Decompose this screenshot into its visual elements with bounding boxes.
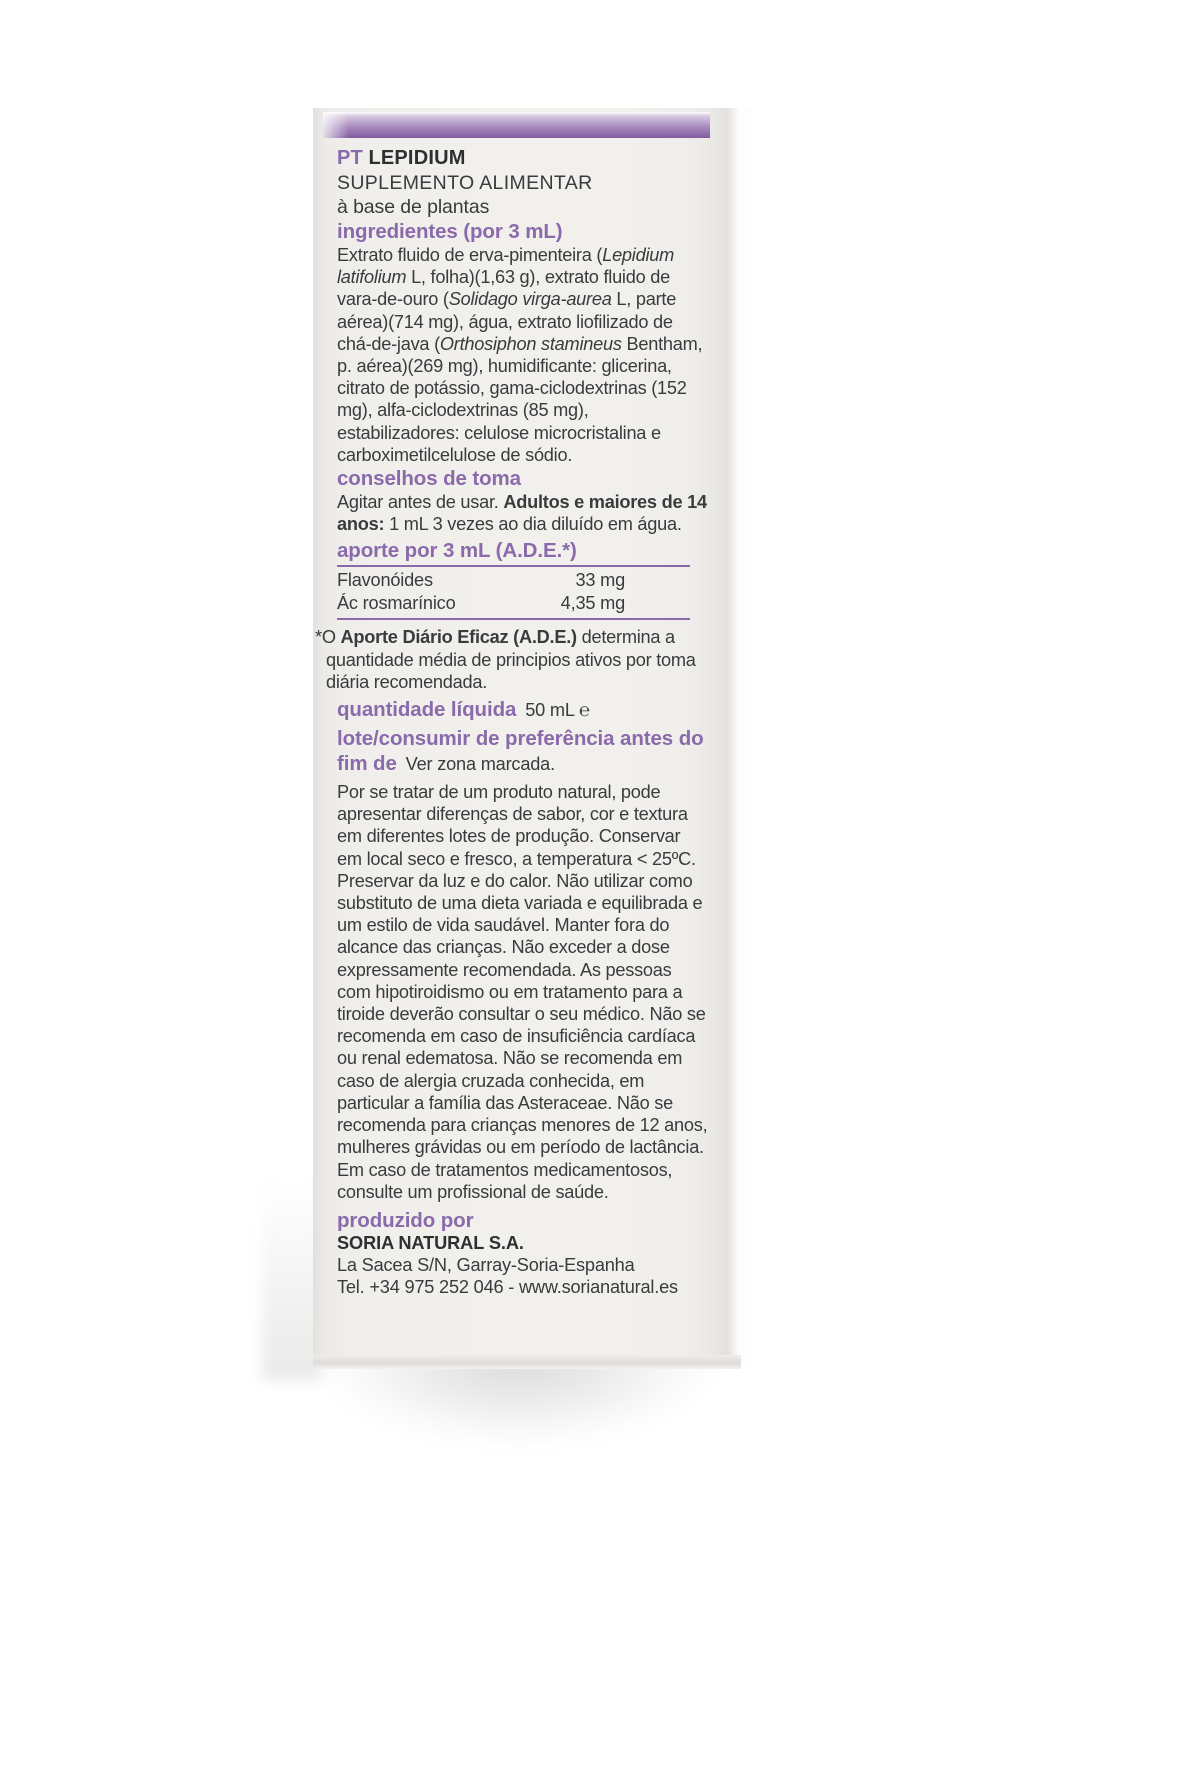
product-subtitle-primary: SUPLEMENTO ALIMENTAR (337, 172, 593, 194)
directions-intro: Agitar antes de usar. (337, 492, 504, 513)
ingredients-heading: ingredientes (por 3 mL) (337, 220, 563, 243)
package-bottom-edge (313, 1355, 741, 1369)
nutrient-amount: 33 mg (575, 570, 625, 591)
ingredient-segment-2: L, folha)(1,63 g), extrato fluido de vara-de-ouro ( (337, 267, 670, 310)
nutrient-name: Flavonóides (337, 570, 433, 591)
package-drop-shadow (268, 1360, 768, 1590)
producer-contact: Tel. +34 975 252 046 - www.sorianatural.es (337, 1277, 678, 1298)
nutrition-table (337, 567, 690, 620)
batch-value: Ver zona marcada. (405, 754, 555, 775)
net-quantity-value: 50 mL ℮ (525, 700, 590, 721)
product-name: LEPIDIUM (368, 147, 466, 169)
net-quantity-label: quantidade líquida (337, 698, 517, 722)
ingredient-segment-3: Solidago virga-aurea (448, 289, 612, 310)
producer-address: La Sacea S/N, Garray-Soria-Espanha (337, 1255, 635, 1276)
ingredient-segment-4: L, parte aérea)(714 mg), água, extrato liofilizado de chá-de-java ( (337, 289, 677, 354)
product-title (337, 146, 709, 170)
directions-text (337, 491, 709, 535)
ingredients-text (337, 244, 709, 466)
batch-line (337, 726, 709, 776)
ade-footnote-term: Aporte Diário Eficaz (A.D.E.) (340, 627, 577, 648)
nutrient-amount: 4,35 mg (560, 593, 625, 614)
producer-company: SORIA NATURAL S.A. (337, 1232, 524, 1253)
warnings-text: Por se tratar de um produto natural, pode apresentar diferenças de sabor, cor e textura em diferentes lotes de produção. Conservar em local seco e fresco, a temperatura < 25ºC. Preservar da luz e do calor. Não utilizar como substituto de uma dieta variada e equilibrada e um estilo de vida saudável. Manter fora do alcance das crianças. Não exceder a dose expressamente recomendada. As pessoas com hipotiroidismo ou em tratamento para a tiroide deverão consultar o seu médico. Não se recomenda em caso de insuficiência cardíaca ou renal edematosa. Não se recomenda em caso de alergia cruzada conhecida, em particular a família das Asteraceae. Não se recomenda para crianças menores de 12 anos, mulheres grávidas ou em período de lactância. Em caso de tratamentos medicamentosos, consulte um profissional de saúde. (337, 782, 708, 1202)
net-quantity-line (337, 697, 709, 722)
producer-heading: produzido por (337, 1208, 474, 1232)
directions-heading: conselhos de toma (337, 467, 521, 491)
package-right-fold (741, 108, 757, 1365)
ingredient-segment-1: Lepidium latifolium (337, 245, 675, 288)
directions-dose: 1 mL 3 vezes ao dia diluído em água. (384, 514, 682, 535)
ingredient-segment-5: Orthosiphon stamineus (439, 333, 622, 354)
product-subtitle-secondary: à base de plantas (337, 195, 490, 218)
ingredient-segment-6: Bentham, p. aérea)(269 mg), humidificante: glicerina, citrato de potássio, gama-ciclodextrinas (152 mg), alfa-ciclodextrinas (85 mg), estabilizadores: celulose microcristalina e carboximetilcelulose de sódio. (337, 333, 703, 465)
table-row (337, 567, 690, 592)
producer-block (337, 1208, 709, 1299)
nutrient-name: Ác rosmarínico (337, 593, 456, 614)
language-code: PT (337, 147, 363, 169)
ade-footnote (315, 626, 698, 693)
directions-audience: Adultos e maiores de 14 anos: (337, 492, 707, 535)
table-row (337, 592, 690, 619)
ade-footnote-prefix: *O (315, 627, 341, 648)
header-color-band (323, 112, 710, 138)
ade-footnote-suffix: determina a quantidade média de principios ativos por toma diária recomendada. (326, 627, 696, 692)
nutrition-heading: aporte por 3 mL (A.D.E.*) (337, 538, 690, 567)
label-content (315, 146, 709, 1298)
batch-label: lote/consumir de preferência antes do fim de (337, 727, 704, 776)
ingredient-segment-0: Extrato fluido de erva-pimenteira ( (337, 245, 603, 265)
header-band-highlight (323, 112, 349, 138)
nutrition-block (337, 538, 709, 620)
